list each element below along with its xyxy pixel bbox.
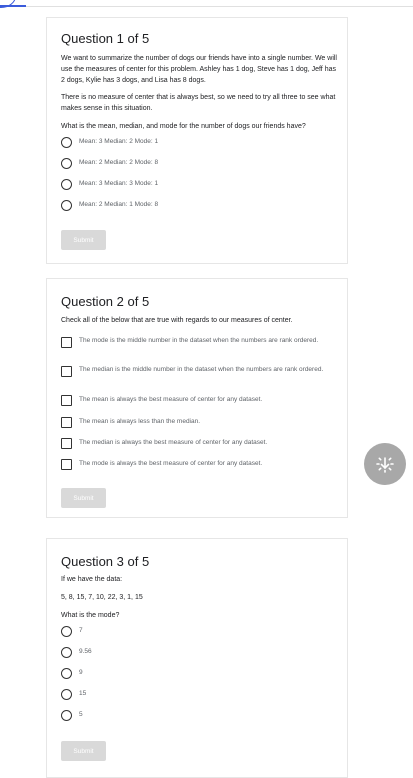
option-label: The median is the middle number in the dataset when the numbers are rank ordered. — [79, 366, 324, 373]
question-prompt: Check all of the below that are true with regards to our measures of center. — [61, 317, 293, 324]
submit-button[interactable]: Submit — [61, 741, 106, 761]
question-text: We want to summarize the number of dogs our friends have into a single number. We will use the measures of center for this problem. Ashley has 1 dog, Steve has 1 dog, Jeff has 2 dogs, Kylie has 3 dogs, and Lisa has 8 dogs. — [61, 55, 337, 84]
radio-button[interactable] — [61, 668, 72, 679]
checkbox[interactable] — [61, 459, 72, 470]
option-label: 15 — [79, 690, 87, 697]
option-label: 5 — [79, 711, 83, 718]
option-label: Mean: 2 Median: 2 Mode: 8 — [79, 159, 159, 166]
option-label: The median is always the best measure of center for any dataset. — [79, 439, 268, 446]
option-label: 9.56 — [79, 648, 92, 655]
option-label: The mode is always the best measure of center for any dataset. — [79, 460, 263, 467]
checkbox[interactable] — [61, 337, 72, 348]
answer-option[interactable] — [61, 626, 83, 640]
answer-option[interactable] — [61, 200, 158, 214]
checkbox[interactable] — [61, 395, 72, 406]
option-label: The mode is the middle number in the dataset when the numbers are rank ordered. — [79, 337, 319, 344]
answer-option[interactable] — [61, 710, 83, 724]
question-title: Question 3 of 5 — [61, 554, 150, 569]
submit-button[interactable]: Submit — [61, 230, 106, 250]
radio-button[interactable] — [61, 158, 72, 169]
option-label: Mean: 3 Median: 3 Mode: 1 — [79, 180, 159, 187]
option-label: 7 — [79, 627, 83, 634]
answer-option[interactable] — [61, 438, 334, 452]
answer-option[interactable] — [61, 158, 158, 172]
sparkle-download-icon — [372, 451, 398, 477]
radio-button[interactable] — [61, 647, 72, 658]
option-label: 9 — [79, 669, 83, 676]
data-values: 5, 8, 15, 7, 10, 22, 3, 1, 15 — [61, 594, 143, 601]
question-title: Question 1 of 5 — [61, 31, 150, 46]
radio-button[interactable] — [61, 179, 72, 190]
answer-option[interactable] — [61, 417, 334, 431]
question-prompt: What is the mode? — [61, 612, 120, 619]
answer-option[interactable] — [61, 689, 86, 703]
answer-option[interactable] — [61, 179, 158, 193]
answer-option[interactable] — [61, 459, 334, 473]
radio-button[interactable] — [61, 710, 72, 721]
submit-button[interactable]: Submit — [61, 488, 106, 508]
floating-action-button[interactable] — [364, 443, 406, 485]
answer-option[interactable] — [61, 137, 158, 151]
radio-button[interactable] — [61, 626, 72, 637]
question-text: There is no measure of center that is always best, so we need to try all three to see what makes sense in this situation. — [61, 94, 336, 112]
radio-button[interactable] — [61, 689, 72, 700]
question-text: If we have the data: — [61, 576, 123, 583]
answer-option[interactable] — [61, 395, 334, 409]
question-title: Question 2 of 5 — [61, 294, 150, 309]
question-card-1 — [46, 17, 348, 264]
active-tab-indicator — [0, 5, 26, 7]
option-label: Mean: 3 Median: 2 Mode: 1 — [79, 138, 159, 145]
checkbox[interactable] — [61, 438, 72, 449]
top-bar — [0, 0, 413, 7]
option-label: The mean is always less than the median. — [79, 418, 201, 425]
answer-option[interactable] — [61, 365, 334, 379]
checkbox[interactable] — [61, 417, 72, 428]
question-card-2 — [46, 278, 348, 518]
answer-option[interactable] — [61, 647, 92, 661]
question-prompt: What is the mean, median, and mode for the number of dogs our friends have? — [61, 123, 306, 130]
question-card-3 — [46, 538, 348, 778]
radio-button[interactable] — [61, 200, 72, 211]
answer-option[interactable] — [61, 336, 334, 350]
option-label: Mean: 2 Median: 1 Mode: 8 — [79, 201, 159, 208]
answer-option[interactable] — [61, 668, 83, 682]
radio-button[interactable] — [61, 137, 72, 148]
checkbox[interactable] — [61, 366, 72, 377]
option-label: The mean is always the best measure of center for any dataset. — [79, 396, 263, 403]
